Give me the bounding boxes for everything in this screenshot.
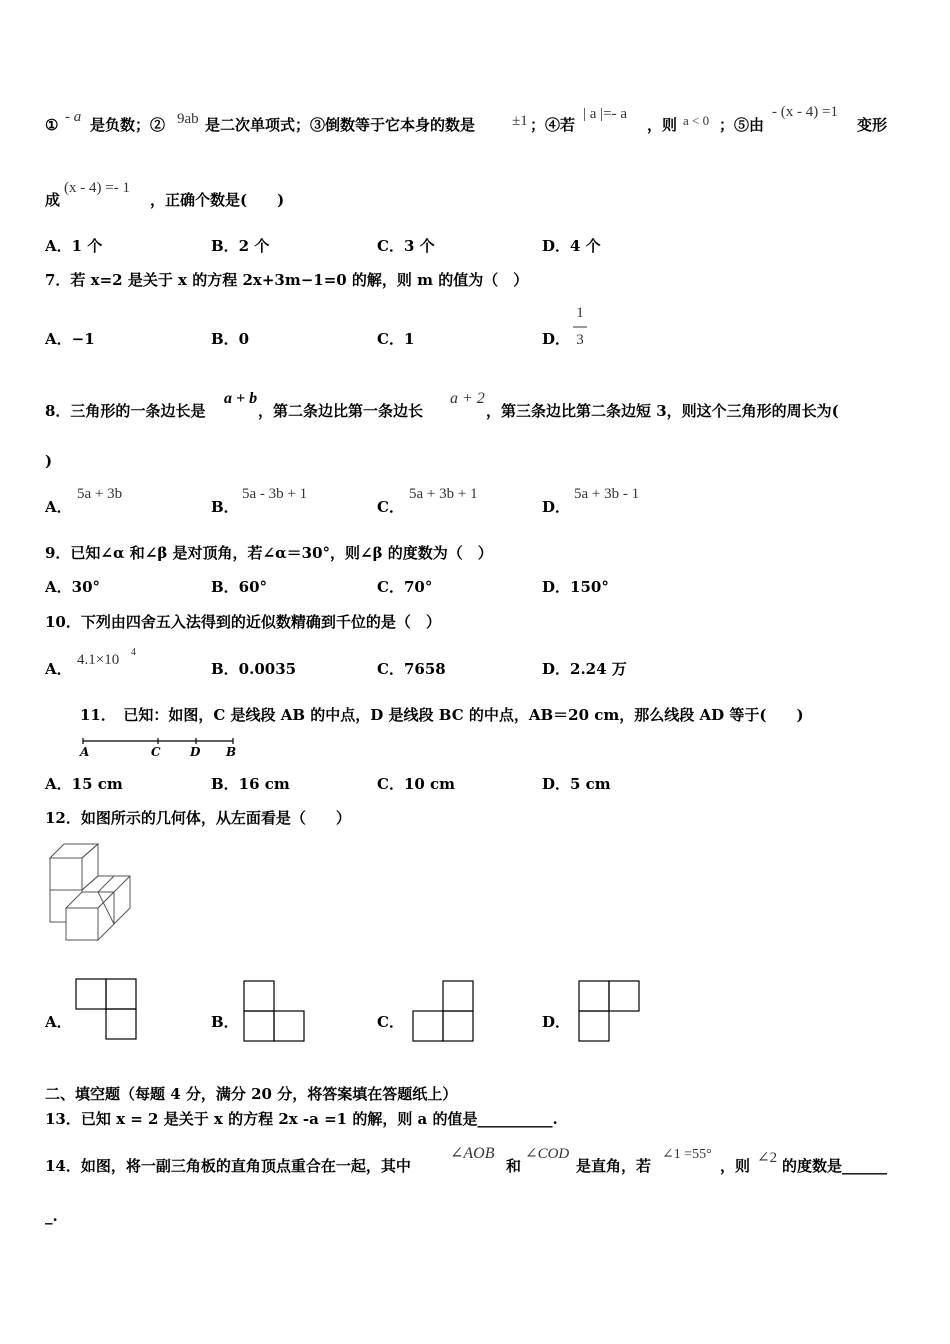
q6-text-2: 是负数；② [90, 116, 166, 134]
q10-stem: 10．下列由四舍五入法得到的近似数精确到千位的是（ ） [45, 613, 441, 631]
q11-point-d: D [190, 745, 201, 759]
q10-option-d[interactable]: D．2.24 万 [542, 660, 627, 678]
q12-option-d[interactable]: D． [542, 1013, 571, 1031]
q8-option-d-expr: 5a + 3b - 1 [574, 486, 640, 502]
q14-math-3: ∠1 =55° [662, 1147, 712, 1162]
q6-math-7: (x - 4) =- 1 [64, 180, 130, 196]
q9-option-a[interactable]: A．30° [45, 578, 101, 596]
q12-solid-figure [46, 840, 146, 950]
q6-math-1: - a [65, 109, 82, 125]
q6-option-b[interactable]: B．2 个 [211, 237, 270, 255]
q10-option-a-expr: 4.1×10 [77, 652, 120, 668]
q7-option-a[interactable]: A．−1 [45, 330, 95, 348]
q8-text-2: ，第二条边比第一条边长 [258, 402, 424, 420]
q12-option-c-figure [412, 980, 474, 1042]
q12-option-a[interactable]: A． [45, 1013, 72, 1031]
q7-fraction-denominator: 3 [576, 332, 584, 348]
q11-point-c: C [151, 745, 161, 759]
q9-option-c[interactable]: C．70° [377, 578, 433, 596]
q8-math-1: a + b [224, 390, 258, 407]
q6-math-4: | a |=- a [583, 106, 628, 122]
q8-option-b-expr: 5a - 3b + 1 [242, 486, 308, 502]
q8-option-c-expr: 5a + 3b + 1 [409, 486, 478, 502]
q12-option-d-figure [578, 980, 640, 1042]
q7-stem: 7．若 x=2 是关于 x 的方程 2x+3m−1=0 的解，则 m 的值为（ ） [45, 271, 529, 289]
q9-option-d[interactable]: D．150° [542, 578, 609, 596]
section-2-title: 二、填空题（每题 4 分，满分 20 分，将答案填在答题纸上） [45, 1085, 458, 1103]
q7-fraction-numerator: 1 [576, 305, 584, 321]
q14-math-4: ∠2 [757, 1150, 778, 1166]
q11-option-a[interactable]: A．15 cm [45, 775, 123, 793]
q14-text-3: 是直角，若 [576, 1157, 652, 1175]
q6-math-3: ±1 [512, 113, 528, 129]
q6-text-8: 成 [45, 191, 61, 209]
q7-fraction-bar [573, 326, 593, 328]
q12-option-c[interactable]: C． [377, 1013, 404, 1031]
q6-option-c[interactable]: C．3 个 [377, 237, 435, 255]
q9-option-b[interactable]: B．60° [211, 578, 268, 596]
q6-text-9: ，正确个数是( ) [150, 191, 285, 209]
q10-option-b[interactable]: B．0.0035 [211, 660, 297, 678]
q6-text-7: 变形 [857, 116, 888, 134]
q6-text-5: ，则 [647, 116, 678, 134]
q14-text-2: 和 [506, 1157, 522, 1175]
q7-option-b[interactable]: B．0 [211, 330, 250, 348]
q6-text-3: 是二次单项式；③倒数等于它本身的数是 [205, 116, 476, 134]
q12-option-b[interactable]: B． [211, 1013, 239, 1031]
q7-option-c[interactable]: C．1 [377, 330, 415, 348]
q14-text-1: 14．如图，将一副三角板的直角顶点重合在一起，其中 [45, 1157, 411, 1175]
q12-option-a-figure [75, 978, 137, 1040]
q10-option-a[interactable]: A． [45, 660, 72, 678]
q8-option-c[interactable]: C． [377, 498, 404, 516]
q11-option-d[interactable]: D．5 cm [542, 775, 611, 793]
q6-math-5: a < 0 [683, 113, 710, 128]
q14-text-6: _. [45, 1207, 58, 1225]
q10-option-c[interactable]: C．7658 [377, 660, 446, 678]
q11-option-b[interactable]: B．16 cm [211, 775, 290, 793]
q8-option-d[interactable]: D． [542, 498, 571, 516]
q8-option-a[interactable]: A． [45, 498, 72, 516]
q6-math-2: 9ab [177, 111, 199, 127]
q14-math-1: ∠AOB [450, 1145, 495, 1162]
q11-option-c[interactable]: C．10 cm [377, 775, 456, 793]
q6-text-1: ① [45, 116, 59, 134]
q6-option-a[interactable]: A．1 个 [45, 237, 103, 255]
q7-option-d[interactable]: D． [542, 330, 571, 348]
q8-text-4: ) [45, 452, 53, 470]
q14-text-4: ，则 [720, 1157, 751, 1175]
q12-option-b-figure [243, 980, 305, 1042]
q14-math-2: ∠COD [525, 1146, 570, 1162]
q8-option-a-expr: 5a + 3b [77, 486, 123, 502]
q11-point-b: B [226, 745, 237, 759]
q10-option-a-exponent: 4 [131, 647, 136, 658]
q6-text-4: ；④若 [530, 116, 576, 134]
q8-text-3: ，第三条边比第二条边短 3，则这个三角形的周长为( [486, 402, 839, 420]
q8-option-b[interactable]: B． [211, 498, 239, 516]
q6-math-6: - (x - 4) =1 [772, 104, 838, 120]
q8-math-2: a + 2 [450, 390, 485, 407]
q9-stem: 9．已知∠α 和∠β 是对顶角，若∠α＝30°，则∠β 的度数为（ ） [45, 544, 493, 562]
q13-stem: 13．已知 x = 2 是关于 x 的方程 2x -a =1 的解，则 a 的值是__________. [45, 1110, 558, 1128]
q8-text-1: 8．三角形的一条边长是 [45, 402, 206, 420]
q11-point-a: A [80, 745, 90, 759]
q12-stem: 12．如图所示的几何体，从左面看是（ ） [45, 809, 351, 827]
q14-text-5: 的度数是______ [782, 1157, 888, 1175]
q6-text-6: ；⑤由 [719, 116, 765, 134]
q11-stem: 11． 已知：如图，C 是线段 AB 的中点，D 是线段 BC 的中点，AB＝20 cm，那么线段 AD 等于( ) [80, 706, 804, 724]
q6-option-d[interactable]: D．4 个 [542, 237, 601, 255]
